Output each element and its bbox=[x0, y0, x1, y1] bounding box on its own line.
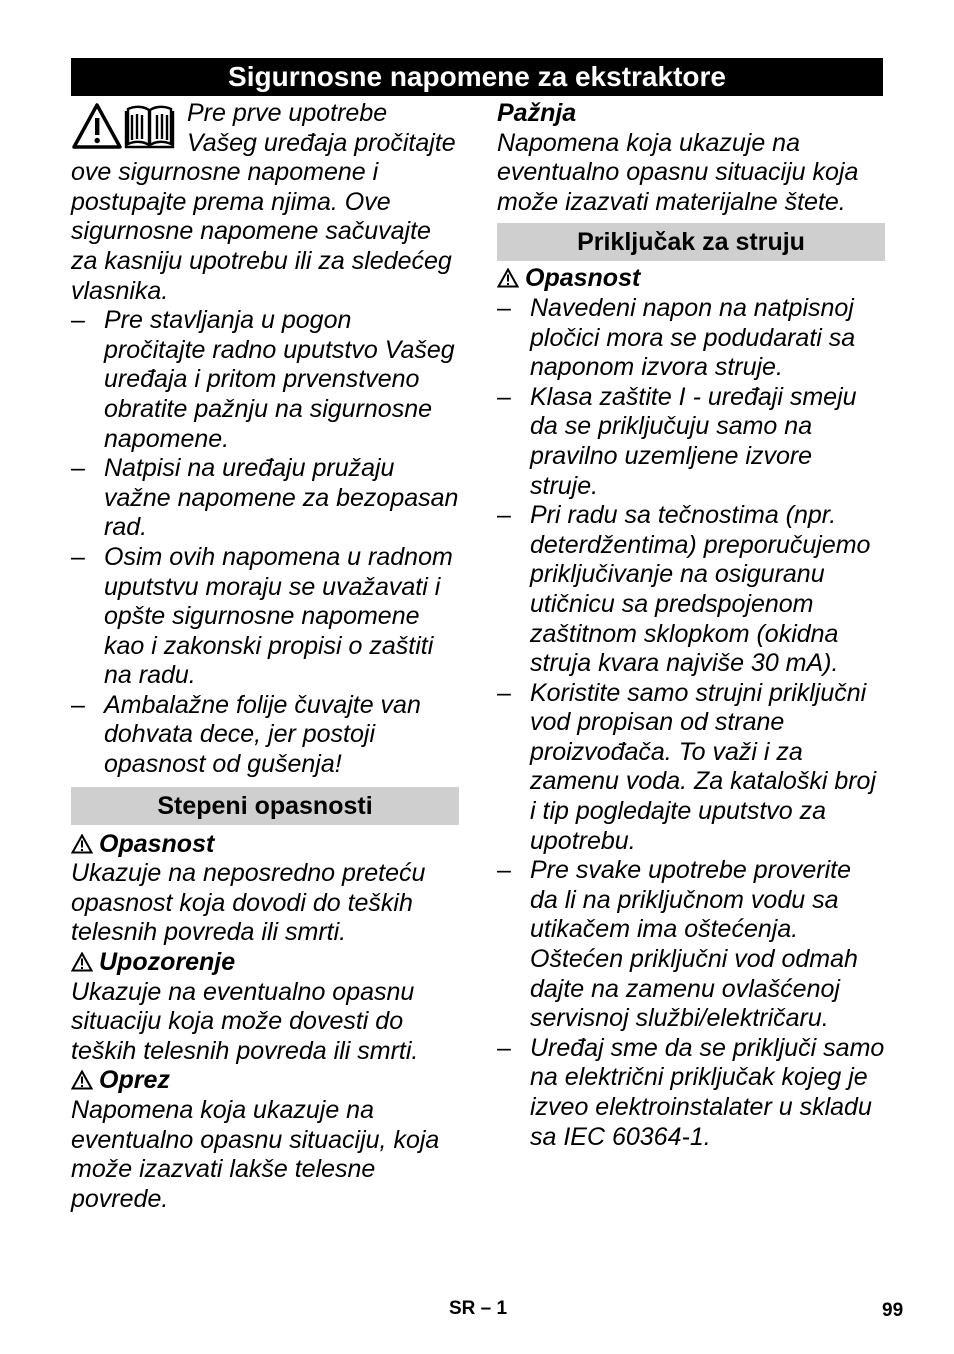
section-heading-levels: Stepeni opasnosti bbox=[71, 787, 459, 825]
intro-list-item: – Osim ovih napomena u radnom uputstvu moraju se uvažavati i opšte sigurnosne napomene kao i zakonski propisi o zaštiti na radu. bbox=[71, 543, 459, 691]
upozorenje-text: Ukazuje na eventualno opasnu situaciju koja može dovesti do teških telesnih povreda ili smrti. bbox=[71, 977, 419, 1065]
oprez-text: Napomena koja ukazuje na eventualno opasnu situaciju, koja može izazvati lakše telesne povrede. bbox=[71, 1096, 440, 1213]
intro-list-item: – Ambalažne folije čuvajte van dohvata dece, jer postoji opasnost od gušenja! bbox=[71, 691, 459, 780]
right-column bbox=[497, 99, 885, 1152]
paznja-text: Napomena koja ukazuje na eventualno opasnu situaciju koja može izazvati materijalne štete. bbox=[497, 128, 859, 216]
intro-list-item: – Natpisi na uređaju pružaju važne napomene za bezopasan rad. bbox=[71, 454, 459, 543]
manual-book-icon bbox=[126, 107, 173, 147]
opasnost-label bbox=[71, 830, 459, 860]
intro-text: Pre prve upotrebe Vašeg uređaja pročitajte ove sigurnosne napomene i postupajte prema njima. Ove sigurnosne napomene sačuvajte za kasniju upotrebu ili za sledećeg vlasnika. bbox=[71, 99, 456, 305]
power-opasnost-label-text: Opasnost bbox=[525, 264, 641, 293]
power-list-item: – Koristite samo strujni priključni vod propisan od strane proizvođača. To važi i za zamenu voda. Za kataloški broj i tip pogledajte uputstvo za upotrebu. bbox=[497, 679, 885, 857]
oprez-label-text: Oprez bbox=[99, 1066, 170, 1095]
upozorenje-label-text: Upozorenje bbox=[99, 948, 236, 977]
warning-triangle-icon bbox=[74, 105, 120, 147]
warning-triangle-icon bbox=[71, 1070, 93, 1090]
footer-page-number: 99 bbox=[882, 1300, 904, 1321]
section-heading-power: Priključak za struju bbox=[497, 223, 885, 261]
warning-triangle-icon bbox=[497, 268, 519, 288]
intro-list-item: – Pre stavljanja u pogon pročitajte radno uputstvo Vašeg uređaja i pritom prvenstveno obratite pažnju na sigurnosne napomene. bbox=[71, 306, 459, 454]
page-title: Sigurnosne napomene za ekstraktore bbox=[71, 58, 883, 96]
power-list-item: – Uređaj sme da se priključi samo na električni priključak kojeg je izveo elektroinstalater u skladu sa IEC 60364-1. bbox=[497, 1034, 885, 1152]
power-list-item: – Navedeni napon na natpisnoj pločici mora se podudarati sa naponom izvora struje. bbox=[497, 294, 885, 383]
opasnost-label-text: Opasnost bbox=[99, 829, 215, 858]
warning-triangle-icon bbox=[71, 834, 93, 854]
power-list-item: – Pri radu sa tečnostima (npr. deterdžentima) preporučujemo priključivanje na osiguranu utičnicu sa predspojenom zaštitnom sklopkom (okidna struja kvara najviše 30 mA). bbox=[497, 501, 885, 679]
warning-manual-icons bbox=[71, 101, 177, 157]
oprez-label bbox=[71, 1066, 459, 1096]
warning-triangle-icon bbox=[71, 952, 93, 972]
left-column bbox=[71, 99, 459, 1214]
footer-section-number: SR – 1 bbox=[449, 1298, 508, 1319]
paznja-label: Pažnja bbox=[497, 99, 577, 127]
opasnost-text: Ukazuje na neposredno preteću opasnost koja dovodi do teških telesnih povreda ili smrti. bbox=[71, 859, 426, 947]
power-list-item: – Klasa zaštite I - uređaji smeju da se priključuju samo na pravilno uzemljene izvore struje. bbox=[497, 383, 885, 501]
upozorenje-label bbox=[71, 948, 459, 978]
power-list-item: – Pre svake upotrebe proverite da li na priključnom vodu sa utikačem ima oštećenja. Oštećen priključni vod odmah dajte na zamenu ovlašćenoj servisnoj službi/električaru. bbox=[497, 856, 885, 1034]
power-opasnost-label bbox=[497, 264, 885, 294]
